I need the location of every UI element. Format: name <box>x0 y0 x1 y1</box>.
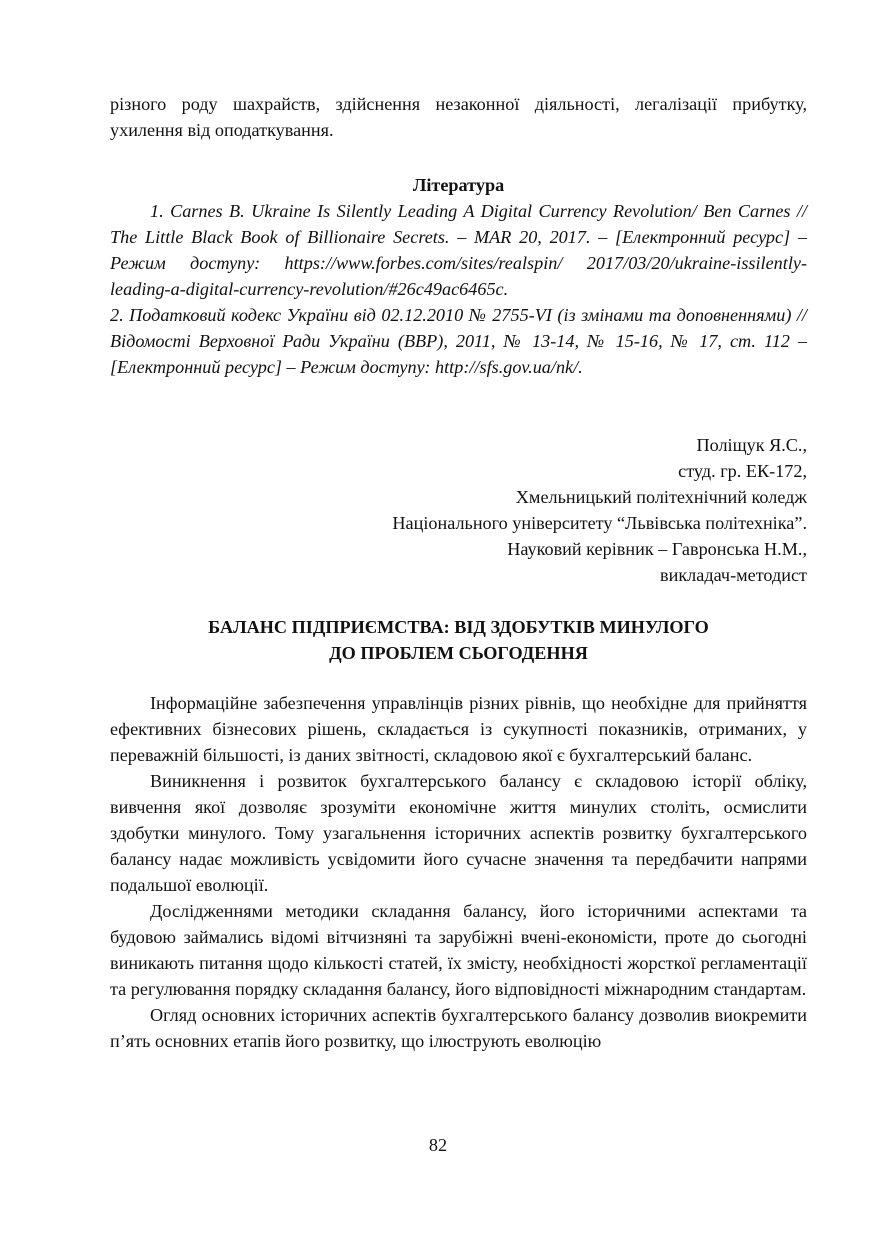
author-supervisor: Науковий керівник – Гавронська Н.М., <box>507 539 807 559</box>
author-block <box>110 432 807 588</box>
author-group: студ. гр. ЕК-172, <box>678 461 807 481</box>
article-title <box>110 614 807 666</box>
body-paragraph: Дослідженнями методики складання балансу, його історичними аспектами та будовою займались відомі вітчизняні та зарубіжні вчені-економісти, проте до сьогодні виникають питання щодо кількості статей, їх змісту, необхідності жорсткої регламентації та регулювання порядку складання балансу, його відповідності міжнародним стандартам. <box>110 901 807 999</box>
literature-section <box>110 172 807 380</box>
author-college: Хмельницький політехнічний коледж <box>515 487 807 507</box>
author-position: викладач-методист <box>660 565 807 585</box>
body-paragraph: Виникнення і розвиток бухгалтерського балансу є складовою історії обліку, вивчення якої дозволяє зрозуміти економічне життя минулих століть, осмислити здобутки минулого. Тому узагальнення історичних аспектів розвитку бухгалтерського балансу надає можливість усвідомити його сучасне значення та передбачити напрями подальшої еволюції. <box>110 771 807 895</box>
literature-heading: Література <box>412 175 505 195</box>
article-title-line-1: БАЛАНС ПІДПРИЄМСТВА: ВІД ЗДОБУТКІВ МИНУЛОГО <box>208 617 709 637</box>
reference-item: 1. Carnes B. Ukraine Is Silently Leading A Digital Currency Revolution/ Ben Carnes // The Little Black Book of Billionaire Secrets. – MAR 20, 2017. – [Електронний ресурс] – Режим доступу: https://www.forbes.com/sites/realspin/ 2017/03/20/ukraine-issilently-leading-a-digital-currency-revolution/#26c49ac6465c. <box>110 201 807 299</box>
reference-list <box>110 198 807 380</box>
article-title-line-2: ДО ПРОБЛЕМ СЬОГОДЕННЯ <box>329 643 588 663</box>
body-paragraph: Інформаційне забезпечення управлінців різних рівнів, що необхідне для прийняття ефективних бізнесових рішень, складається із сукупності показників, отриманих, у переважній більшості, із даних звітності, складовою якої є бухгалтерський баланс. <box>110 693 807 765</box>
body-paragraph: Огляд основних історичних аспектів бухгалтерського балансу дозволив виокремити п’ять основних етапів його розвитку, що ілюструють еволюцію <box>110 1005 807 1051</box>
author-university: Національного університету “Львівська політехніка”. <box>392 513 807 533</box>
article-body <box>110 690 807 1054</box>
author-name: Поліщук Я.С., <box>696 435 807 455</box>
intro-paragraph: різного роду шахрайств, здійснення незаконної діяльності, легалізації прибутку, ухилення від оподаткування. <box>110 94 807 140</box>
page-number: 82 <box>428 1135 448 1155</box>
intro-section <box>110 91 807 143</box>
reference-item: 2. Податковий кодекс України від 02.12.2010 № 2755-VI (із змінами та доповненнями) //Відомості Верховної Ради України (ВВР), 2011, № 13-14, № 15-16, № 17, ст. 112 – [Електронний ресурс] – Режим доступу: http://sfs.gov.ua/nk/. <box>110 305 807 377</box>
